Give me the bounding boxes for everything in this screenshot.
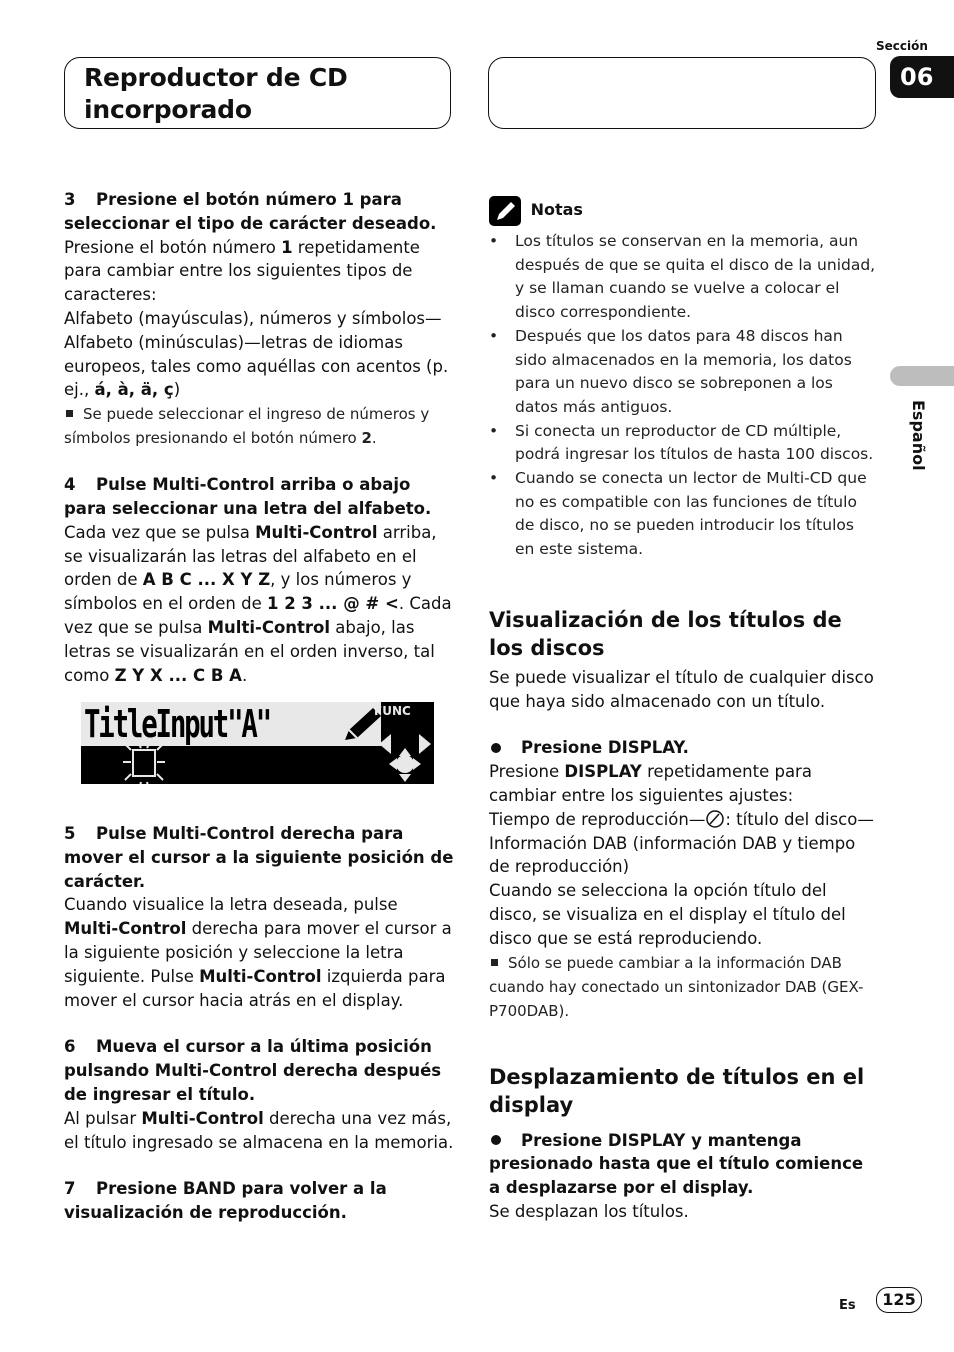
step-3-heading: 3 Presione el botón número 1 para seleccionar el tipo de carácter deseado. xyxy=(64,190,437,233)
section-heading-titles: Visualización de los títulos de los discos xyxy=(489,607,842,660)
page-title: Reproductor de CD incorporado xyxy=(84,63,348,124)
step-7-heading: 7 Presione BAND para volver a la visualización de reproducción. xyxy=(64,1179,387,1223)
step-4-body: Cada vez que se pulsa Multi-Control arriba, se visualizarán las letras del alfabeto en el orden de A B C ... X Y Z, y los números y símbolos en el orden de 1 2 3 ... @ # <. Cada vez que se pulsa Multi-Control abajo, las letras se visualizarán en el orden inverso, tal como Z Y X ... C B A. xyxy=(64,522,452,685)
blinking-cursor-icon xyxy=(119,742,175,784)
section-label: Sección xyxy=(876,39,928,53)
step-5-heading: 5 Pulse Multi-Control derecha para mover el cursor a la siguiente posición de carácter. xyxy=(64,824,454,891)
disc-title-icon xyxy=(705,810,725,828)
page-number: 125 xyxy=(876,1287,922,1313)
note-square-icon xyxy=(491,959,498,966)
step-3-note: Se puede seleccionar el ingreso de números y símbolos presionando el botón número 2. xyxy=(64,405,430,448)
section-titles-intro: Se puede visualizar el título de cualquier disco que haya sido almacenado con un título. xyxy=(489,667,874,711)
step-6-heading: 6 Mueva el cursor a la última posición pulsando Multi-Control derecha después de ingresar el título. xyxy=(64,1037,442,1104)
multi-control-icon xyxy=(377,730,433,784)
section-heading-scroll: Desplazamiento de títulos en el display xyxy=(489,1064,865,1117)
bullet-dot-icon xyxy=(491,743,501,753)
step-5-body: Cuando visualice la letra deseada, pulse Multi-Control derecha para mover el cursor a la siguiente posición y seleccione la letra siguiente. Pulse Multi-Control izquierda para mover el cursor hacia atrás en el display. xyxy=(64,895,452,1010)
display-text: TitleInput"A" xyxy=(84,702,271,746)
list-item: • Cuando se conecta un lector de Multi-CD que no es compatible con las funciones de título de disco, no se pueden introducir los títulos en este sistema. xyxy=(489,467,877,562)
dab-note: Sólo se puede cambiar a la información DAB cuando hay conectado un sintonizador DAB (GEX-P700DAB). xyxy=(489,953,864,1020)
display-modes: Tiempo de reproducción— : título del disco—Información DAB (información DAB y tiempo de reproducción) xyxy=(489,809,874,877)
step-4-heading: 4 Pulse Multi-Control arriba o abajo para seleccionar una letra del alfabeto. xyxy=(64,475,432,518)
display-title-desc: Cuando se selecciona la opción título del disco, se visualiza en el display el título del disco que se está reproduciendo. xyxy=(489,881,846,948)
display-body: Presione DISPLAY repetidamente para cambiar entre los siguientes ajustes: xyxy=(489,762,812,806)
header-right-box xyxy=(488,57,876,129)
bullet-dot-icon xyxy=(491,1135,501,1145)
list-item: • Si conecta un reproductor de CD múltiple, podrá ingresar los títulos de hasta 100 discos. xyxy=(489,420,877,467)
scroll-body: Se desplazan los títulos. xyxy=(489,1202,689,1221)
language-tab-marker xyxy=(890,366,954,386)
step-3-body: Presione el botón número 1 repetidamente para cambiar entre los siguientes tipos de caracteres: xyxy=(64,237,420,305)
footer-lang: Es xyxy=(839,1298,856,1313)
scroll-instruction: Presione DISPLAY y mantenga presionado hasta que el título comience a desplazarse por el display. xyxy=(489,1130,864,1198)
step-6-body: Al pulsar Multi-Control derecha una vez más, el título ingresado se almacena en la memoria. xyxy=(64,1108,454,1152)
language-tab-label: Español xyxy=(909,400,928,471)
left-column xyxy=(64,188,454,687)
func-label: FUNC xyxy=(374,704,411,718)
step-3-types: Alfabeto (mayúsculas), números y símbolos—Alfabeto (minúsculas)—letras de idiomas europeos, tales como aquéllas con acentos (p. ej., á, à, ä, ç) xyxy=(64,308,449,400)
display-instruction: Presione DISPLAY. xyxy=(489,736,877,760)
right-column xyxy=(489,194,877,1224)
left-column-lower xyxy=(64,822,454,1225)
list-item: • Después que los datos para 48 discos han sido almacenados en la memoria, los datos para un nuevo disco se sobreponen a los datos más antiguos. xyxy=(489,325,877,420)
notes-header: Notas xyxy=(489,194,877,226)
list-item: • Los títulos se conservan en la memoria, aun después de que se quita el disco de la unidad, y se llaman cuando se vuelve a colocar el disco correspondiente. xyxy=(489,230,877,325)
notes-pencil-icon xyxy=(489,196,521,226)
notes-list xyxy=(489,230,877,562)
note-square-icon xyxy=(66,410,73,417)
section-number-badge: 06 xyxy=(890,56,954,98)
